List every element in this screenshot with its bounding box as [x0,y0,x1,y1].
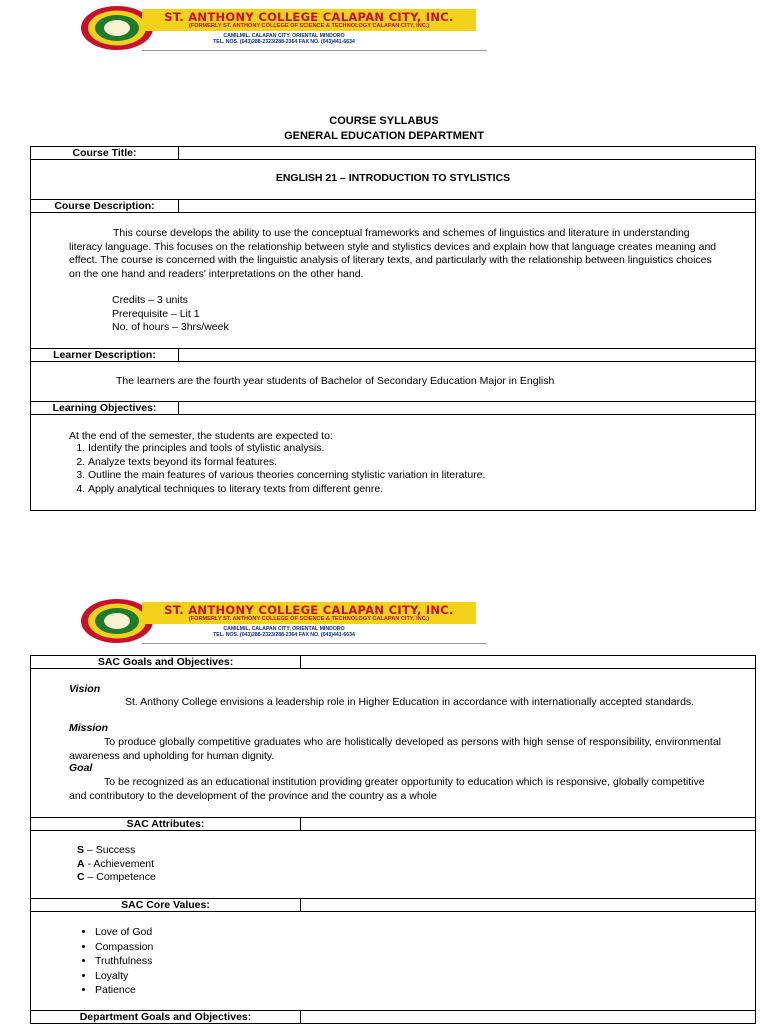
department-goals-label: Department Goals and Objectives: [30,1010,301,1024]
vision-label: Vision [69,683,101,695]
sac-core-values-label: SAC Core Values: [30,898,301,912]
core-value-item: • Love of God [95,925,369,940]
college-header-banner [80,5,485,51]
course-title-label: Course Title: [30,146,179,160]
college-former-name: (FORMERLY ST. ANTHONY COLLEGE OF SCIENCE & TECHNOLOGY CALAPAN CITY, INC.) [188,616,430,622]
goal-text: To be recognized as an educational institution providing greater opportunity to education which is responsive, globally competitive and contributory to the development of the province and the country as a whole [69,776,705,802]
college-name: ST. ANTHONY COLLEGE CALAPAN CITY, INC. [164,603,454,617]
hours: No. of hours – 3hrs/week [112,321,229,333]
sac-goals-label: SAC Goals and Objectives: [30,655,301,669]
learner-description-label: Learner Description: [30,348,179,362]
objective-item: 2. Analyze texts beyond its formal features. [88,456,742,470]
college-header-banner-2 [80,598,485,644]
core-value-item: • Loyalty [95,969,369,984]
course-description: This course develops the ability to use the conceptual frameworks and schemes of linguistics and literature in understanding literacy language. This focuses on the relationship between style and stylistics devices and explain how that language creates meaning and effect. The course is concerned with the linguistic analysis of literary texts, and particularly with the relationship between linguistics choices on the one hand and readers' interpretations on the other hand. [69,227,717,280]
objective-item: 1. Identify the principles and tools of stylistic analysis. [88,442,742,456]
attribute-item: C – Competence [77,871,156,883]
goal-label: Goal [69,762,93,774]
objective-item: 4. Apply analytical techniques to literary texts from different genre. [88,483,742,497]
vision-text: St. Anthony College envisions a leadership role in Higher Education in accordance with internationally accepted standards. [125,696,695,708]
prerequisite: Prerequisite – Lit 1 [112,308,200,320]
core-value-item: • Compassion [95,940,369,955]
learner-description: The learners are the fourth year students of Bachelor of Secondary Education Major in English [116,375,555,387]
mission-label: Mission [69,722,109,734]
college-former-name: (FORMERLY ST. ANTHONY COLLEGE OF SCIENCE & TECHNOLOGY CALAPAN CITY, INC.) [188,23,430,29]
college-telephone: TEL. NOS. (043)288-2323/288-2364 FAX NO. (043)441-6634 [213,632,355,638]
college-address: CAMILMIL, CALAPAN CITY, ORIENTAL MINDORO [223,626,345,632]
college-telephone: TEL. NOS. (043)288-2323/288-2364 FAX NO. (043)441-6634 [213,39,355,45]
department-title: GENERAL EDUCATION DEPARTMENT [284,130,484,142]
core-values-list [69,925,369,998]
attribute-item: A - Achievement [77,858,155,870]
sac-attributes-label: SAC Attributes: [30,817,301,831]
course-description-label: Course Description: [30,199,179,213]
syllabus-title: COURSE SYLLABUS [329,115,439,127]
objective-item: 3. Outline the main features of various theories concerning stylistic variation in literature. [88,469,742,483]
credits: Credits – 3 units [112,294,188,306]
college-name: ST. ANTHONY COLLEGE CALAPAN CITY, INC. [164,10,454,24]
attribute-item: S – Success [77,844,136,856]
core-value-item: • Patience [95,983,369,998]
mission-text: To produce globally competitive graduates who are holistically developed as persons with high sense of responsibility, environmental awareness and upholding for human dignity. [69,736,721,762]
course-title: ENGLISH 21 – INTRODUCTION TO STYLISTICS [275,172,511,184]
college-address: CAMILMIL, CALAPAN CITY, ORIENTAL MINDORO [223,33,345,39]
objectives-list [62,442,742,496]
core-value-item: • Truthfulness [95,954,369,969]
objectives-intro: At the end of the semester, the students are expected to: [69,430,333,442]
learning-objectives-label: Learning Objectives: [30,401,179,415]
